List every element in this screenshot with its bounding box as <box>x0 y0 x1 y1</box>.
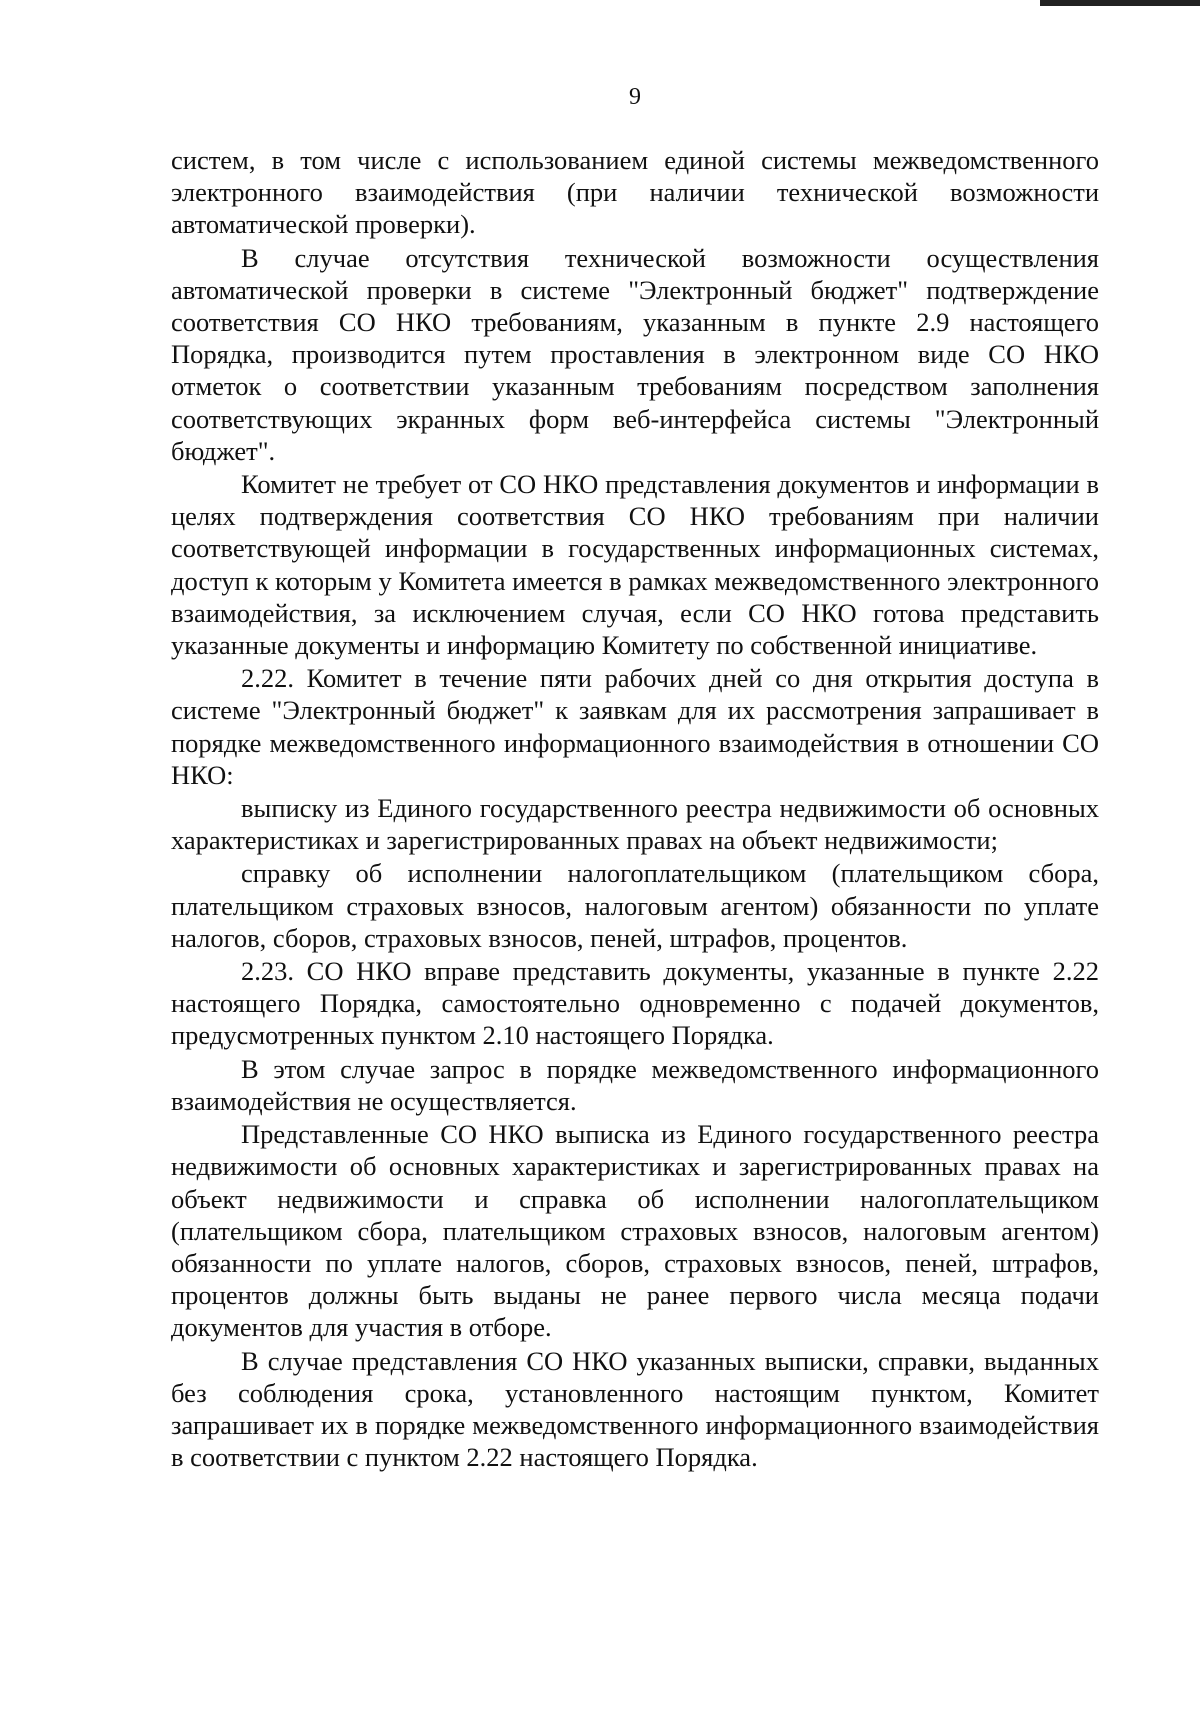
paragraph-auto-check: В случае отсутствия технической возможности осуществления автоматической проверки в системе "Электронный бюджет" подтверждение соответствия СО НКО требованиям, указанным в пункте 2.9 настоящего Порядка, производится путем проставления в электронном виде СО НКО отметок о соответствии указанным требованиям посредством заполнения соответствующих экранных форм веб-интерфейса системы "Электронный бюджет". <box>171 242 1099 466</box>
paragraph-extract-item: выписку из Единого государственного реестра недвижимости об основных характеристиках и зарегистрированных правах на объект недвижимости; <box>171 793 1099 856</box>
paragraph-clause-2-23: 2.23. СО НКО вправе представить документы, указанные в пункте 2.22 настоящего Порядка, самостоятельно одновременно с подачей документов, предусмотренных пунктом 2.10 настоящего Порядка. <box>171 956 1099 1051</box>
paragraph-late-documents: В случае представления СО НКО указанных выписки, справки, выданных без соблюдения срока, установленного настоящим пунктом, Комитет запрашивает их в порядке межведомственного информационного взаимодействия в соответствии с пунктом 2.22 настоящего Порядка. <box>171 1345 1099 1473</box>
paragraph-no-request: В этом случае запрос в порядке межведомственного информационного взаимодействия не осуществляется. <box>171 1053 1099 1116</box>
paragraph-continuation: систем, в том числе с использованием единой системы межведомственного электронного взаимодействия (при наличии технической возможности автоматической проверки). <box>171 145 1099 240</box>
paragraph-document-validity: Представленные СО НКО выписка из Единого государственного реестра недвижимости об основных характеристиках и зарегистрированных правах на объект недвижимости и справка об исполнении налогоплательщиком (плательщиком сбора, плательщиком страховых взносов, налоговым агентом) обязанности по уплате налогов, сборов, страховых взносов, пеней, штрафов, процентов должны быть выданы не ранее первого числа месяца подачи документов для участия в отборе. <box>171 1119 1099 1343</box>
scan-edge-artifact <box>1040 0 1200 6</box>
document-body <box>171 144 1099 1473</box>
paragraph-committee-requirements: Комитет не требует от СО НКО представления документов и информации в целях подтверждения соответствия СО НКО требованиям при наличии соответствующей информации в государственных информационных системах, доступ к которым у Комитета имеется в рамках межведомственного электронного взаимодействия, за исключением случая, если СО НКО готова представить указанные документы и информацию Комитету по собственной инициативе. <box>171 469 1099 661</box>
page-number: 9 <box>629 84 641 110</box>
paragraph-clause-2-22: 2.22. Комитет в течение пяти рабочих дней со дня открытия доступа в системе "Электронный бюджет" к заявкам для их рассмотрения запрашивает в порядке межведомственного информационного взаимодействия в отношении СО НКО: <box>171 663 1099 790</box>
paragraph-tax-certificate-item: справку об исполнении налогоплательщиком (плательщиком сбора, плательщиком страховых взносов, налоговым агентом) обязанности по уплате налогов, сборов, страховых взносов, пеней, штрафов, процентов. <box>171 858 1099 953</box>
